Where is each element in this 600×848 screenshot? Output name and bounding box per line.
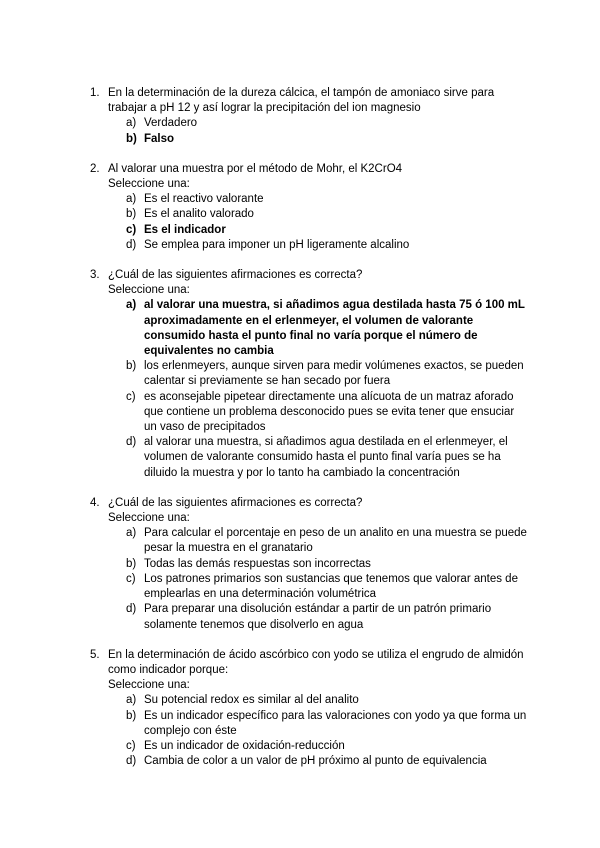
- option-text: Verdadero: [144, 117, 198, 130]
- option-b: [108, 557, 530, 572]
- option-text: Es el analito valorado: [144, 208, 254, 221]
- option-text: los erlenmeyers, aunque sirven para medir volúmenes exactos, se pueden calentar si previamente se han secado por fuera: [144, 360, 524, 388]
- option-d: [108, 602, 530, 632]
- option-b: [108, 207, 530, 222]
- option-text: al valorar una muestra, si añadimos agua destilada en el erlenmeyer, el volumen de valorante consumido hasta el punto final varía pues se ha diluido la muestra y por lo tanto ha cambiado la concentración: [144, 436, 508, 479]
- option-text: Falso: [144, 132, 175, 145]
- option-c: [108, 223, 530, 238]
- option-letter: a): [126, 694, 137, 707]
- option-letter: b): [126, 132, 137, 145]
- question-text: Al valorar una muestra por el método de Mohr, el K2CrO4: [108, 162, 403, 175]
- option-text: Su potencial redox es similar al del analito: [144, 694, 359, 707]
- question-text: ¿Cuál de las siguientes afirmaciones es correcta?: [108, 496, 363, 509]
- question-2: [90, 162, 530, 253]
- option-b: [108, 709, 530, 739]
- options-list: [108, 298, 530, 480]
- question-number: 1.: [90, 87, 100, 99]
- option-letter: d): [126, 603, 137, 616]
- option-letter: b): [126, 709, 137, 722]
- option-letter: b): [126, 557, 137, 570]
- question-1: [90, 86, 530, 147]
- options-list: [108, 192, 530, 253]
- option-a: [108, 116, 530, 131]
- question-number: 2.: [90, 162, 100, 175]
- option-letter: d): [126, 755, 137, 768]
- option-c: [108, 572, 530, 602]
- question-number: 4.: [90, 496, 100, 509]
- option-a: [108, 192, 530, 207]
- option-letter: b): [126, 360, 137, 373]
- option-letter: a): [126, 117, 137, 130]
- option-letter: c): [126, 739, 136, 752]
- question-number: 5.: [90, 648, 100, 661]
- option-letter: d): [126, 238, 137, 251]
- question-prompt: Seleccione una:: [108, 178, 190, 191]
- option-text: Es el indicador: [144, 223, 226, 236]
- options-list: [108, 116, 530, 146]
- option-letter: a): [126, 299, 137, 312]
- option-text: Es el reactivo valorante: [144, 193, 264, 206]
- question-prompt: Seleccione una:: [108, 679, 190, 692]
- options-list: [108, 526, 530, 632]
- option-text: Cambia de color a un valor de pH próximo al punto de equivalencia: [144, 755, 487, 768]
- option-text: Todas las demás respuestas son incorrectas: [144, 557, 371, 570]
- question-3: [90, 268, 530, 481]
- question-prompt: Seleccione una:: [108, 512, 190, 525]
- option-text: Es un indicador de oxidación-reducción: [144, 739, 345, 752]
- option-c: [108, 390, 530, 436]
- options-list: [108, 693, 530, 769]
- option-text: Los patrones primarios son sustancias que tenemos que valorar antes de emplearlas en una determinación volumétrica: [144, 572, 518, 601]
- option-a: [108, 693, 530, 708]
- option-text: Para preparar una disolución estándar a partir de un patrón primario solamente tenemos que disolverlo en agua: [144, 603, 492, 631]
- option-letter: d): [126, 436, 137, 449]
- question-text: ¿Cuál de las siguientes afirmaciones es correcta?: [108, 269, 363, 282]
- option-text: al valorar una muestra, si añadimos agua destilada hasta 75 ó 100 mL aproximadamente en el erlenmeyer, el volumen de valorante consumido hasta el punto final no varía porque el número de equivalentes no cambia: [144, 299, 525, 358]
- option-letter: c): [126, 390, 136, 403]
- question-4: [90, 496, 530, 633]
- question-text: En la determinación de la dureza cálcica, el tampón de amoniaco sirve para trabajar a pH 12 y así lograr la precipitación del ion magnesio: [108, 87, 495, 115]
- option-d: [108, 238, 530, 253]
- question-prompt: Seleccione una:: [108, 284, 190, 297]
- question-text: En la determinación de ácido ascórbico con yodo se utiliza el engrudo de almidón como indicador porque:: [108, 648, 524, 676]
- option-b: [108, 132, 530, 147]
- option-text: Para calcular el porcentaje en peso de un analito en una muestra se puede pesar la muestra en el granatario: [144, 527, 527, 555]
- option-d: [108, 754, 530, 769]
- question-5: [90, 648, 530, 770]
- option-letter: c): [126, 223, 137, 236]
- option-text: Es un indicador específico para las valoraciones con yodo ya que forma un complejo con éste: [144, 709, 527, 737]
- option-text: Se emplea para imponer un pH ligeramente alcalino: [144, 238, 410, 251]
- option-letter: b): [126, 208, 137, 221]
- option-text: es aconsejable pipetear directamente una alícuota de un matraz aforado que contiene un problema desconocido pues se evita tener que ensuciar un vaso de precipitados: [144, 390, 515, 434]
- option-c: [108, 739, 530, 754]
- option-a: [108, 298, 530, 359]
- option-letter: a): [126, 193, 137, 206]
- option-b: [108, 359, 530, 389]
- question-number: 3.: [90, 269, 100, 282]
- option-letter: c): [126, 572, 136, 585]
- option-d: [108, 435, 530, 481]
- option-a: [108, 526, 530, 556]
- option-letter: a): [126, 527, 137, 540]
